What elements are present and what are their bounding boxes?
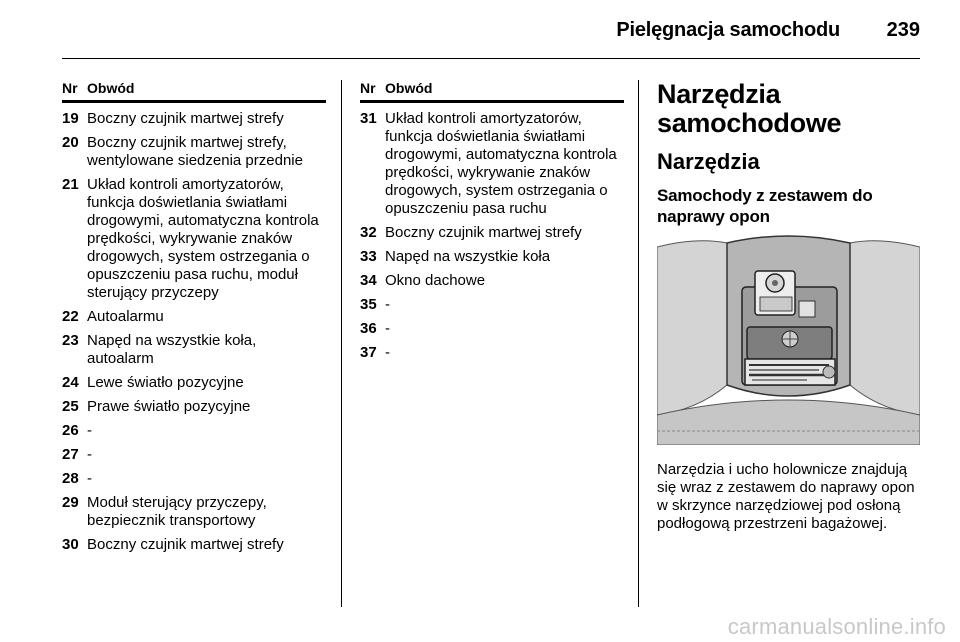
table-header bbox=[62, 80, 326, 103]
row-text: Moduł sterujący przyczepy, bezpiecznik transportowy bbox=[87, 494, 267, 529]
row-number: 32 bbox=[360, 224, 377, 241]
row-text: Okno dachowe bbox=[385, 272, 486, 289]
table-row bbox=[62, 422, 326, 440]
table-row bbox=[62, 374, 326, 392]
tire-repair-kit-illustration bbox=[657, 235, 920, 445]
row-text: Boczny czujnik martwej strefy bbox=[87, 536, 284, 553]
row-text: Autoalarmu bbox=[87, 308, 164, 325]
row-text: - bbox=[385, 296, 390, 313]
table-row bbox=[62, 110, 326, 128]
table-row bbox=[360, 320, 624, 338]
row-number: 25 bbox=[62, 398, 79, 415]
row-text: - bbox=[87, 446, 92, 463]
row-number: 23 bbox=[62, 332, 79, 349]
tools-section bbox=[657, 80, 920, 533]
table-row bbox=[360, 272, 624, 290]
page-number: 239 bbox=[886, 19, 920, 41]
row-text: Prawe światło pozycyjne bbox=[87, 398, 251, 415]
row-text: Boczny czujnik martwej strefy, wentylowane siedzenia przednie bbox=[87, 134, 303, 169]
row-number: 30 bbox=[62, 536, 79, 553]
table-row bbox=[62, 308, 326, 326]
table-row bbox=[62, 494, 326, 530]
section-title: Narzędzia samochodowe bbox=[657, 79, 842, 138]
table-row bbox=[62, 536, 326, 554]
row-text: - bbox=[87, 422, 92, 439]
row-number: 19 bbox=[62, 110, 79, 127]
fuse-table-2 bbox=[360, 80, 624, 368]
row-text: Napęd na wszystkie koła bbox=[385, 248, 551, 265]
table-row bbox=[360, 110, 624, 218]
row-number: 36 bbox=[360, 320, 377, 337]
row-text: Boczny czujnik martwej strefy bbox=[87, 110, 284, 127]
table-row bbox=[360, 248, 624, 266]
row-number: 24 bbox=[62, 374, 79, 391]
fuse-table-1 bbox=[62, 80, 326, 560]
row-number: 22 bbox=[62, 308, 79, 325]
table-row bbox=[62, 398, 326, 416]
row-text: - bbox=[87, 470, 92, 487]
column-divider bbox=[638, 80, 639, 607]
page-header-title: Pielęgnacja samochodu bbox=[616, 19, 840, 41]
row-text: Układ kontroli amortyzatorów, funkcja doświetlania światłami drogowymi, automatyczna kontrola prędkości, wykrywanie znaków drogowych, system ostrzegania o opuszczeniu pasa ruchu bbox=[385, 110, 617, 217]
row-text: Lewe światło pozycyjne bbox=[87, 374, 244, 391]
table-row bbox=[62, 332, 326, 368]
header-nr: Nr bbox=[62, 80, 78, 96]
row-number: 33 bbox=[360, 248, 377, 265]
row-number: 28 bbox=[62, 470, 79, 487]
row-number: 37 bbox=[360, 344, 377, 361]
table-row bbox=[62, 176, 326, 302]
section-caption: Narzędzia i ucho holownicze znajdują się wraz z zestawem do naprawy opon w skrzynce narzędziowej pod osłoną podłogową przestrzeni bagażowej. bbox=[657, 461, 915, 532]
row-number: 34 bbox=[360, 272, 377, 289]
section-subsubtitle: Samochody z zestawem do naprawy opon bbox=[657, 186, 873, 226]
table-row bbox=[62, 446, 326, 464]
table-row bbox=[62, 134, 326, 170]
column-divider bbox=[341, 80, 342, 607]
row-number: 26 bbox=[62, 422, 79, 439]
row-number: 35 bbox=[360, 296, 377, 313]
row-text: Układ kontroli amortyzatorów, funkcja doświetlania światłami drogowymi, automatyczna kontrola prędkości, wykrywanie znaków drogowych, system ostrzegania o opuszczeniu pasa ruchu, moduł sterujący przyczepy bbox=[87, 176, 319, 301]
row-text: Napęd na wszystkie koła, autoalarm bbox=[87, 332, 257, 367]
page-header bbox=[62, 0, 920, 59]
table-row bbox=[62, 470, 326, 488]
row-number: 20 bbox=[62, 134, 79, 151]
header-obwod: Obwód bbox=[87, 80, 135, 96]
table-row bbox=[360, 224, 624, 242]
watermark: carmanualsonline.info bbox=[727, 614, 946, 639]
row-text: - bbox=[385, 320, 390, 337]
row-number: 29 bbox=[62, 494, 79, 511]
table-header bbox=[360, 80, 624, 103]
section-subtitle: Narzędzia bbox=[657, 149, 760, 174]
header-obwod: Obwód bbox=[385, 80, 433, 96]
table-row bbox=[360, 344, 624, 362]
row-number: 27 bbox=[62, 446, 79, 463]
row-number: 31 bbox=[360, 110, 377, 127]
header-nr: Nr bbox=[360, 80, 376, 96]
row-number: 21 bbox=[62, 176, 79, 193]
row-text: - bbox=[385, 344, 390, 361]
table-row bbox=[360, 296, 624, 314]
row-text: Boczny czujnik martwej strefy bbox=[385, 224, 582, 241]
